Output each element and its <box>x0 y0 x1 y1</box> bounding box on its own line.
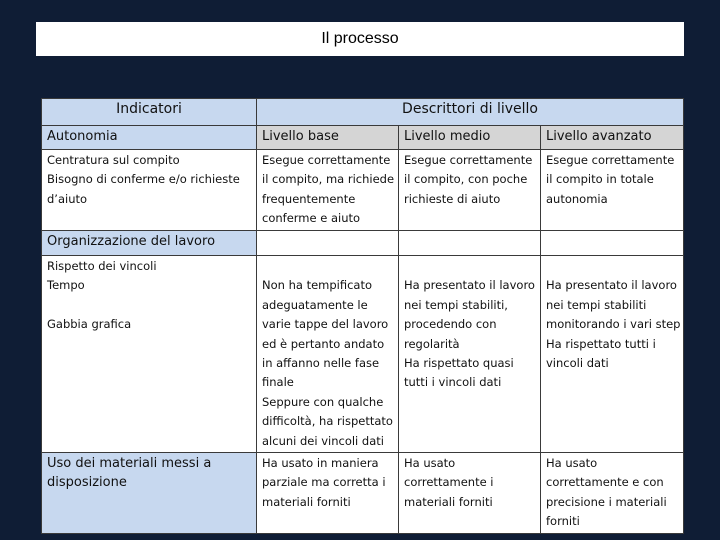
descriptor-line: materiali forniti <box>262 494 351 509</box>
descriptor-line: procedendo con <box>404 317 497 332</box>
descriptor-line: il compito in totale <box>546 172 654 187</box>
descriptor-line: Ha rispettato tutti i <box>546 336 656 351</box>
descriptor-line: Non ha tempificato <box>262 278 373 293</box>
descriptor-line <box>262 257 393 276</box>
level-base: Livello base <box>257 126 399 150</box>
descriptor-line: Ha rispettato quasi <box>404 356 514 371</box>
indicator-text: Bisogno di conferme e/o richieste <box>47 172 240 187</box>
autonomia-avanzato <box>541 150 684 231</box>
rubric-table <box>41 98 684 534</box>
header-descrittori: Descrittori di livello <box>257 99 684 126</box>
materiali-medio <box>399 453 541 534</box>
descriptor-line: difficoltà, ha rispettato <box>262 414 393 429</box>
descriptor-line: richieste di aiuto <box>404 191 501 206</box>
page-title <box>36 22 684 56</box>
indicator-text: Tempo <box>47 278 85 293</box>
descriptor-line: varie tappe del lavoro <box>262 317 389 332</box>
descriptor-line: Ha usato <box>404 456 456 471</box>
descriptor-line: Esegue correttamente <box>546 153 675 167</box>
autonomia-header-row <box>42 126 684 150</box>
autonomia-indicators <box>42 150 257 231</box>
descriptor-line: tutti i vincoli dati <box>404 375 502 390</box>
organizzazione-medio <box>399 256 541 453</box>
descriptor-line: Ha usato in maniera <box>262 456 379 471</box>
descriptor-line: frequentemente <box>262 191 356 206</box>
indicator-text: Gabbia grafica <box>47 317 132 332</box>
autonomia-body-row <box>42 150 684 231</box>
page-title-text: Il processo <box>321 30 399 47</box>
section-organizzazione: Organizzazione del lavoro <box>42 231 257 256</box>
descriptor-line: forniti <box>546 514 580 529</box>
header-indicatori: Indicatori <box>42 99 257 126</box>
materiali-avanzato <box>541 453 684 534</box>
descriptor-line: materiali forniti <box>404 494 493 509</box>
descriptor-line: correttamente i <box>404 475 494 490</box>
descriptor-line: ed è pertanto andato <box>262 336 385 351</box>
empty-cell <box>541 231 684 256</box>
descriptor-line: Esegue correttamente <box>262 153 391 167</box>
descriptor-line: regolarità <box>404 336 460 351</box>
descriptor-line: il compito, ma richiede <box>262 172 395 187</box>
level-avanzato: Livello avanzato <box>541 126 684 150</box>
indicator-text: Centratura sul compito <box>47 153 180 167</box>
descriptor-line: autonomia <box>546 191 608 206</box>
organizzazione-avanzato <box>541 256 684 453</box>
indicator-text: d’aiuto <box>47 191 88 206</box>
descriptor-line: finale <box>262 375 294 390</box>
descriptor-line: nei tempi stabiliti, <box>404 297 508 312</box>
descriptor-line: nei tempi stabiliti <box>546 297 647 312</box>
descriptor-line: Ha presentato il lavoro <box>404 278 535 293</box>
header-row <box>42 99 684 126</box>
organizzazione-base <box>257 256 399 453</box>
descriptor-line: Ha presentato il lavoro <box>546 278 677 293</box>
section-materiali-label: Uso dei materiali messi a disposizione <box>47 456 212 491</box>
descriptor-line: precisione i materiali <box>546 494 667 509</box>
descriptor-line: adeguatamente le <box>262 297 368 312</box>
descriptor-line: vincoli dati <box>546 356 609 371</box>
descriptor-line: Seppure con qualche <box>262 394 384 409</box>
descriptor-line: il compito, con poche <box>404 172 528 187</box>
organizzazione-header-row <box>42 231 684 256</box>
descriptor-line: parziale ma corretta i <box>262 475 386 490</box>
materiali-base <box>257 453 399 534</box>
section-materiali <box>42 453 257 534</box>
indicator-text: Rispetto dei vincoli <box>47 259 157 273</box>
descriptor-line: Ha usato <box>546 456 598 471</box>
descriptor-line: in affanno nelle fase <box>262 356 380 371</box>
organizzazione-indicators <box>42 256 257 453</box>
descriptor-line: correttamente e con <box>546 475 664 490</box>
descriptor-line: monitorando i vari step <box>546 317 681 332</box>
descriptor-line <box>546 257 678 276</box>
empty-cell <box>399 231 541 256</box>
empty-cell <box>257 231 399 256</box>
descriptor-line: alcuni dei vincoli dati <box>262 433 384 448</box>
descriptor-line: conferme e aiuto <box>262 211 361 226</box>
level-medio: Livello medio <box>399 126 541 150</box>
autonomia-base <box>257 150 399 231</box>
autonomia-medio <box>399 150 541 231</box>
descriptor-line: Esegue correttamente <box>404 153 533 167</box>
indicator-text <box>47 296 251 315</box>
descriptor-line <box>404 257 535 276</box>
section-autonomia: Autonomia <box>42 126 257 150</box>
materiali-row <box>42 453 684 534</box>
organizzazione-body-row <box>42 256 684 453</box>
